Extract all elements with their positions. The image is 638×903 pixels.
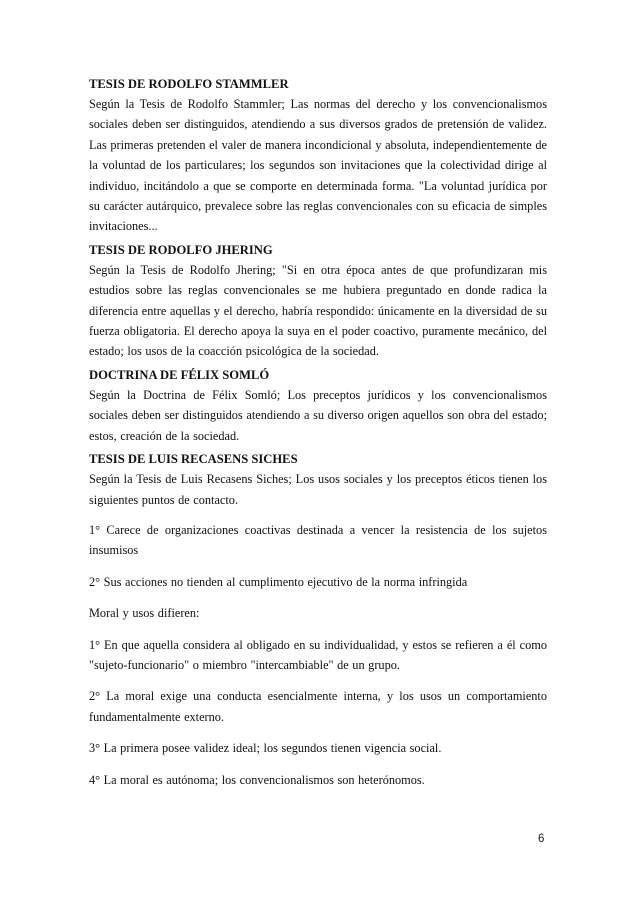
list-item: 1° Carece de organizaciones coactivas destinada a vencer la resistencia de los sujetos insumisos — [89, 522, 547, 558]
section-somlo — [89, 365, 547, 446]
section-heading: TESIS DE RODOLFO JHERING — [89, 242, 273, 257]
section-recasens-siches — [89, 449, 547, 510]
section-heading: DOCTRINA DE FÉLIX SOMLÓ — [89, 367, 270, 382]
document-page — [89, 74, 547, 801]
section-stammler — [89, 74, 547, 237]
section-heading: TESIS DE RODOLFO STAMMLER — [89, 77, 289, 91]
list-item: 2° La moral exige una conducta esencialmente interna, y los usos un comportamiento fundamentalmente externo. — [89, 689, 547, 724]
list-item: 3° La primera posee validez ideal; los segundos tienen vigencia social. — [89, 741, 442, 756]
points-list — [89, 520, 547, 790]
section-paragraph: Según la Tesis de Rodolfo Jhering; "Si en otra época antes de que profundizaran mis estudios sobre las reglas convencionales se me hubiera preguntado en donde radica la diferencia entre aquellas y el derecho, habría respondido: únicamente en la diversidad de su fuerza obligatoria. El derecho apoya la suya en el poder coactivo, puramente mecánico, del estado; los usos de la coacción psicológica de la sociedad. — [89, 262, 547, 359]
section-paragraph: Según la Doctrina de Félix Somló; Los preceptos jurídicos y los convencionalismos sociales deben ser distinguidos atendiendo a su diverso origen aquellos son obra del estado; estos, creación de la sociedad. — [89, 387, 547, 443]
list-item: 2° Sus acciones no tienden al cumplimento ejecutivo de la norma infringida — [89, 574, 468, 589]
section-paragraph: Según la Tesis de Luis Recasens Siches; Los usos sociales y los preceptos éticos tienen los siguientes puntos de contacto. — [89, 472, 547, 507]
section-heading: TESIS DE LUIS RECASENS SICHES — [89, 452, 298, 467]
section-paragraph: Según la Tesis de Rodolfo Stammler; Las normas del derecho y los convencionalismos sociales deben ser distinguidos, atendiendo a sus diversos grados de pretensión de validez. Las primeras pretenden el valer de manera incondicional y absoluta, independientemente de la voluntad de los particulares; los segundos son invitaciones que la colectividad dirige al individuo, incitándolo a que se comporte en determinada forma. "La voluntad jurídica por su carácter autárquico, prevalece sobre las reglas convencionales con su eficacia de simples invitaciones... — [89, 97, 547, 234]
list-item: 4° La moral es autónoma; los convencionalismos son heterónomos. — [89, 772, 425, 787]
list-item: 1° En que aquella considera al obligado en su individualidad, y estos se refieren a él como "sujeto-funcionario" o miembro "intercambiable" de un grupo. — [89, 637, 547, 672]
section-jhering — [89, 240, 547, 362]
page-number: 6 — [538, 833, 545, 845]
list-item: Moral y usos difieren: — [89, 606, 200, 621]
